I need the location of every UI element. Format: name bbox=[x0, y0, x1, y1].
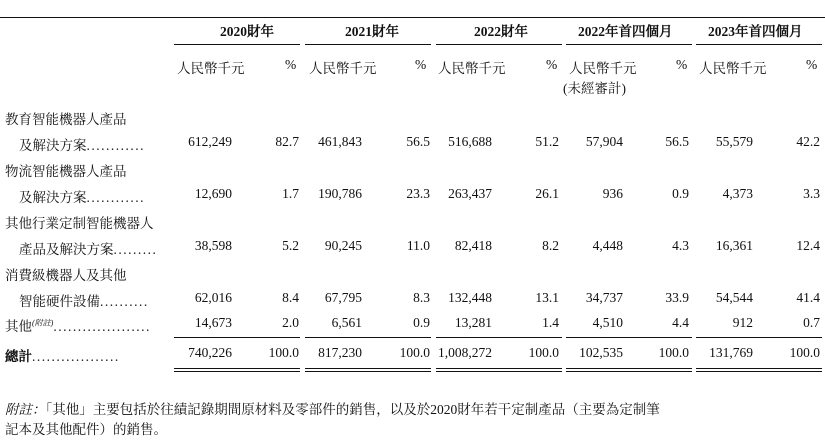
row-label-text: 智能硬件設備 bbox=[19, 294, 100, 309]
pct-header-2022-4m: % bbox=[676, 57, 688, 72]
total-double-rule bbox=[436, 371, 562, 372]
table-cell: 57,904 bbox=[585, 134, 623, 149]
table-cell: 56.5 bbox=[665, 134, 689, 149]
pct-header-2022: % bbox=[546, 57, 558, 72]
period-header-2021: 2021財年 bbox=[345, 24, 399, 39]
table-top-rule bbox=[0, 17, 825, 18]
period-underline-2022 bbox=[436, 44, 562, 45]
total-double-rule bbox=[174, 371, 300, 372]
leader-dots: .......... bbox=[100, 294, 149, 309]
total-double-rule bbox=[436, 368, 562, 369]
total-cell: 740,226 bbox=[188, 345, 232, 360]
table-cell: 51.2 bbox=[535, 134, 559, 149]
row-label-line2 bbox=[19, 186, 145, 206]
row-label-line1: 物流智能機器人產品 bbox=[5, 164, 127, 179]
table-cell: 16,361 bbox=[715, 238, 753, 253]
table-cell: 936 bbox=[602, 186, 623, 201]
table-cell: 263,437 bbox=[448, 186, 492, 201]
footnote-line-1 bbox=[5, 400, 660, 420]
row-label-text: 其他 bbox=[5, 319, 32, 334]
footnote-line-2: 記本及其他配件）的銷售。 bbox=[5, 422, 167, 437]
table-cell: 38,598 bbox=[194, 238, 232, 253]
table-cell: 12,690 bbox=[194, 186, 232, 201]
table-cell: 11.0 bbox=[406, 238, 430, 253]
row-label-line2 bbox=[5, 315, 151, 335]
table-cell: 13,281 bbox=[454, 315, 492, 330]
total-cell: 100.0 bbox=[399, 345, 430, 360]
table-cell: 0.7 bbox=[803, 315, 820, 330]
amount-subheader-2022-4m: (未經審計) bbox=[563, 81, 626, 96]
total-cell: 131,769 bbox=[709, 345, 753, 360]
total-double-rule bbox=[566, 368, 692, 369]
pct-header-2020: % bbox=[285, 57, 297, 72]
table-cell: 1.4 bbox=[542, 315, 559, 330]
total-cell: 100.0 bbox=[658, 345, 689, 360]
table-cell: 56.5 bbox=[406, 134, 430, 149]
row-label-text: 及解決方案 bbox=[19, 190, 87, 205]
pct-header-2021: % bbox=[415, 57, 427, 72]
table-cell: 33.9 bbox=[665, 290, 689, 305]
footnote-marker: (附註) bbox=[32, 318, 54, 328]
total-double-rule bbox=[174, 368, 300, 369]
table-cell: 516,688 bbox=[448, 134, 492, 149]
table-cell: 90,245 bbox=[324, 238, 362, 253]
table-cell: 62,016 bbox=[194, 290, 232, 305]
table-cell: 34,737 bbox=[585, 290, 623, 305]
table-cell: 132,448 bbox=[448, 290, 492, 305]
row-label-line1: 教育智能機器人產品 bbox=[5, 112, 127, 127]
subtotal-rule bbox=[436, 337, 562, 338]
table-cell: 3.3 bbox=[803, 186, 820, 201]
total-label bbox=[5, 345, 120, 365]
table-cell: 4,448 bbox=[592, 238, 623, 253]
period-underline-2022-4m bbox=[566, 44, 692, 45]
total-cell: 100.0 bbox=[268, 345, 299, 360]
period-header-2023-4m: 2023年首四個月 bbox=[708, 24, 803, 39]
period-header-2022: 2022財年 bbox=[474, 24, 528, 39]
period-underline-2020 bbox=[174, 44, 300, 45]
total-cell: 817,230 bbox=[318, 345, 362, 360]
table-cell: 8.3 bbox=[413, 290, 430, 305]
table-cell: 55,579 bbox=[715, 134, 753, 149]
amount-header-2023-4m: 人民幣千元 bbox=[699, 61, 767, 76]
table-cell: 0.9 bbox=[672, 186, 689, 201]
table-cell: 14,673 bbox=[194, 315, 232, 330]
row-label-line2 bbox=[19, 134, 145, 154]
subtotal-rule bbox=[305, 337, 431, 338]
row-label-line1: 消費級機器人及其他 bbox=[5, 268, 127, 283]
row-label-line2 bbox=[19, 290, 149, 310]
total-double-rule bbox=[566, 371, 692, 372]
table-cell: 12.4 bbox=[796, 238, 820, 253]
table-cell: 54,544 bbox=[715, 290, 753, 305]
table-cell: 4.4 bbox=[672, 315, 689, 330]
table-cell: 612,249 bbox=[188, 134, 232, 149]
row-label-line2 bbox=[19, 238, 157, 258]
row-label-text: 產品及解決方案 bbox=[19, 242, 114, 257]
leader-dots: .................. bbox=[32, 349, 120, 364]
total-double-rule bbox=[305, 368, 431, 369]
table-cell: 6,561 bbox=[331, 315, 362, 330]
leader-dots: ......... bbox=[113, 242, 158, 257]
subtotal-rule bbox=[696, 337, 822, 338]
table-cell: 2.0 bbox=[282, 315, 299, 330]
table-cell: 42.2 bbox=[796, 134, 820, 149]
period-header-2020: 2020財年 bbox=[220, 24, 274, 39]
pct-header-2023-4m: % bbox=[806, 57, 818, 72]
leader-dots: ............ bbox=[86, 138, 145, 153]
table-cell: 8.4 bbox=[282, 290, 299, 305]
table-cell: 912 bbox=[732, 315, 753, 330]
table-cell: 82,418 bbox=[454, 238, 492, 253]
period-underline-2023-4m bbox=[696, 44, 822, 45]
table-cell: 23.3 bbox=[406, 186, 430, 201]
total-cell: 1,008,272 bbox=[438, 345, 492, 360]
row-label-text: 及解決方案 bbox=[19, 138, 87, 153]
footnote-text: 「其他」主要包括於往績記錄期間原材料及零部件的銷售，以及於2020財年若干定制產品（主要為定制筆 bbox=[45, 402, 660, 417]
table-cell: 4,510 bbox=[592, 315, 623, 330]
table-cell: 0.9 bbox=[413, 315, 430, 330]
table-cell: 4,373 bbox=[722, 186, 753, 201]
leader-dots: ............ bbox=[86, 190, 145, 205]
total-double-rule bbox=[305, 371, 431, 372]
table-cell: 13.1 bbox=[535, 290, 559, 305]
leader-dots: .................... bbox=[53, 319, 151, 334]
subtotal-rule bbox=[174, 337, 300, 338]
total-double-rule bbox=[696, 371, 822, 372]
amount-header-2022-4m: 人民幣千元 bbox=[569, 61, 637, 76]
period-header-2022-4m: 2022年首四個月 bbox=[578, 24, 673, 39]
table-cell: 41.4 bbox=[796, 290, 820, 305]
footnote bbox=[5, 400, 660, 440]
footnote-prefix: 附註： bbox=[5, 402, 46, 417]
total-cell: 100.0 bbox=[789, 345, 820, 360]
table-cell: 67,795 bbox=[324, 290, 362, 305]
total-label-text: 總計 bbox=[5, 349, 32, 364]
table-cell: 26.1 bbox=[535, 186, 559, 201]
total-cell: 102,535 bbox=[579, 345, 623, 360]
amount-header-2021: 人民幣千元 bbox=[309, 61, 377, 76]
table-cell: 461,843 bbox=[318, 134, 362, 149]
row-label-line1: 其他行業定制智能機器人 bbox=[5, 216, 154, 231]
table-cell: 190,786 bbox=[318, 186, 362, 201]
amount-header-2022: 人民幣千元 bbox=[438, 61, 506, 76]
subtotal-rule bbox=[566, 337, 692, 338]
table-cell: 8.2 bbox=[542, 238, 559, 253]
table-cell: 4.3 bbox=[672, 238, 689, 253]
total-cell: 100.0 bbox=[528, 345, 559, 360]
table-cell: 82.7 bbox=[275, 134, 299, 149]
total-double-rule bbox=[696, 368, 822, 369]
table-cell: 5.2 bbox=[282, 238, 299, 253]
amount-header-2020: 人民幣千元 bbox=[177, 61, 245, 76]
period-underline-2021 bbox=[305, 44, 431, 45]
table-cell: 1.7 bbox=[282, 186, 299, 201]
